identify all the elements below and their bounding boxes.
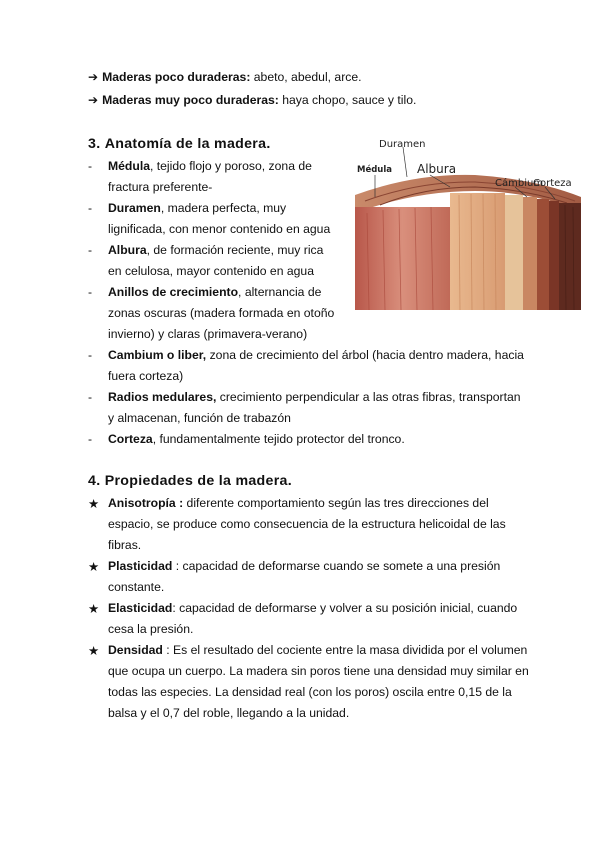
item-text-continued: zonas oscuras (madera formada en otoño — [108, 306, 335, 320]
item-text-continued: en celulosa, mayor contenido en agua — [108, 264, 314, 278]
item-text: diferente comportamiento según las tres direcciones del — [183, 496, 489, 510]
section-number: 3. — [88, 136, 101, 152]
item-term: Anillos de crecimiento — [108, 285, 239, 299]
item-term: Corteza — [108, 432, 153, 446]
figure-label-medula: Médula — [357, 165, 393, 175]
list-item-text: haya chopo, sauce y tilo. — [278, 93, 417, 107]
item-text-continued: cesa la presión. — [108, 622, 194, 636]
arrow-icon: ➔ — [88, 70, 99, 84]
wood-cross-section-illustration — [355, 135, 581, 310]
item-text-continued: lignificada, con menor contenido en agua — [108, 222, 331, 236]
anatomy-item-anillos — [108, 282, 321, 303]
list-item-muy-poco-duraderas — [88, 90, 416, 111]
item-text-continued: todas las especies. La densidad real (con los poros) oscila entre 0,15 de la — [108, 685, 512, 699]
figure-label-albura: Albura — [417, 162, 457, 176]
item-text: , de formación reciente, muy rica — [146, 243, 324, 257]
star-bullet-icon: ★ — [88, 559, 100, 574]
item-text: : capacidad de deformarse y volver a su posición inicial, cuando — [172, 601, 518, 615]
star-bullet-icon: ★ — [88, 643, 100, 658]
item-term: Albura — [108, 243, 147, 257]
section-number: 4. — [88, 473, 101, 489]
anatomy-item-medula — [108, 156, 312, 177]
item-term: Radios medulares, — [108, 390, 217, 404]
figure-label-cambium: Cámbium — [495, 178, 544, 189]
anatomy-item-albura — [108, 240, 323, 261]
dash-bullet: - — [88, 201, 93, 215]
item-term: Médula — [108, 159, 150, 173]
star-bullet-icon: ★ — [88, 496, 100, 511]
property-item-plasticidad — [108, 556, 500, 577]
property-item-elasticidad — [108, 598, 517, 619]
list-item-term: Maderas muy poco duraderas: — [102, 93, 279, 107]
item-term: Duramen — [108, 201, 161, 215]
dash-bullet: - — [88, 243, 93, 257]
item-term: Cambium o liber, — [108, 348, 207, 362]
item-text-continued: fractura preferente- — [108, 180, 213, 194]
item-text-continued: fuera corteza) — [108, 369, 184, 383]
item-text-continued: fibras. — [108, 538, 142, 552]
item-term: Elasticidad — [108, 601, 173, 615]
anatomy-item-radios — [108, 387, 521, 408]
item-term: Plasticidad — [108, 559, 173, 573]
item-text: , tejido flojo y poroso, zona de — [149, 159, 312, 173]
item-text: : Es el resultado del cociente entre la masa dividida por el volumen — [162, 643, 528, 657]
item-text-continued: y almacenan, función de trabazón — [108, 411, 291, 425]
item-text: , madera perfecta, muy — [160, 201, 287, 215]
item-text: , fundamentalmente tejido protector del tronco. — [152, 432, 405, 446]
anatomy-item-cambium — [108, 345, 524, 366]
section-3-heading — [88, 133, 271, 155]
item-text: crecimiento perpendicular a las otras fibras, transportan — [216, 390, 521, 404]
item-term: Densidad — [108, 643, 163, 657]
list-item-poco-duraderas — [88, 67, 362, 88]
item-text-continued: constante. — [108, 580, 165, 594]
figure-label-corteza: Corteza — [533, 178, 572, 189]
star-bullet-icon: ★ — [88, 601, 100, 616]
wood-anatomy-figure — [355, 135, 581, 310]
item-text-continued: invierno) y claras (primavera-verano) — [108, 327, 308, 341]
item-text-continued: espacio, se produce como consecuencia de la estructura helicoidal de las — [108, 517, 506, 531]
item-term: Anisotropía : — [108, 496, 184, 510]
section-title: Anatomía de la madera. — [104, 136, 271, 152]
dash-bullet: - — [88, 159, 93, 173]
dash-bullet: - — [88, 432, 93, 446]
list-item-term: Maderas poco duraderas: — [102, 70, 251, 84]
dash-bullet: - — [88, 390, 93, 404]
anatomy-item-duramen — [108, 198, 286, 219]
arrow-icon: ➔ — [88, 93, 99, 107]
dash-bullet: - — [88, 348, 93, 362]
list-item-text: abeto, abedul, arce. — [250, 70, 362, 84]
item-text-continued: que ocupa un cuerpo. La madera sin poros tiene una densidad muy similar en — [108, 664, 529, 678]
dash-bullet: - — [88, 285, 93, 299]
item-text: : capacidad de deformarse cuando se somete a una presión — [172, 559, 501, 573]
section-title: Propiedades de la madera. — [104, 473, 292, 489]
item-text: , alternancia de — [238, 285, 322, 299]
item-text: zona de crecimiento del árbol (hacia dentro madera, hacia — [206, 348, 524, 362]
anatomy-item-corteza — [108, 429, 405, 450]
item-text-continued: balsa y el 0,7 del roble, llegando a la unidad. — [108, 706, 350, 720]
figure-label-duramen: Duramen — [379, 139, 426, 150]
section-4-heading — [88, 470, 292, 492]
property-item-anisotropia — [108, 493, 489, 514]
property-item-densidad — [108, 640, 527, 661]
